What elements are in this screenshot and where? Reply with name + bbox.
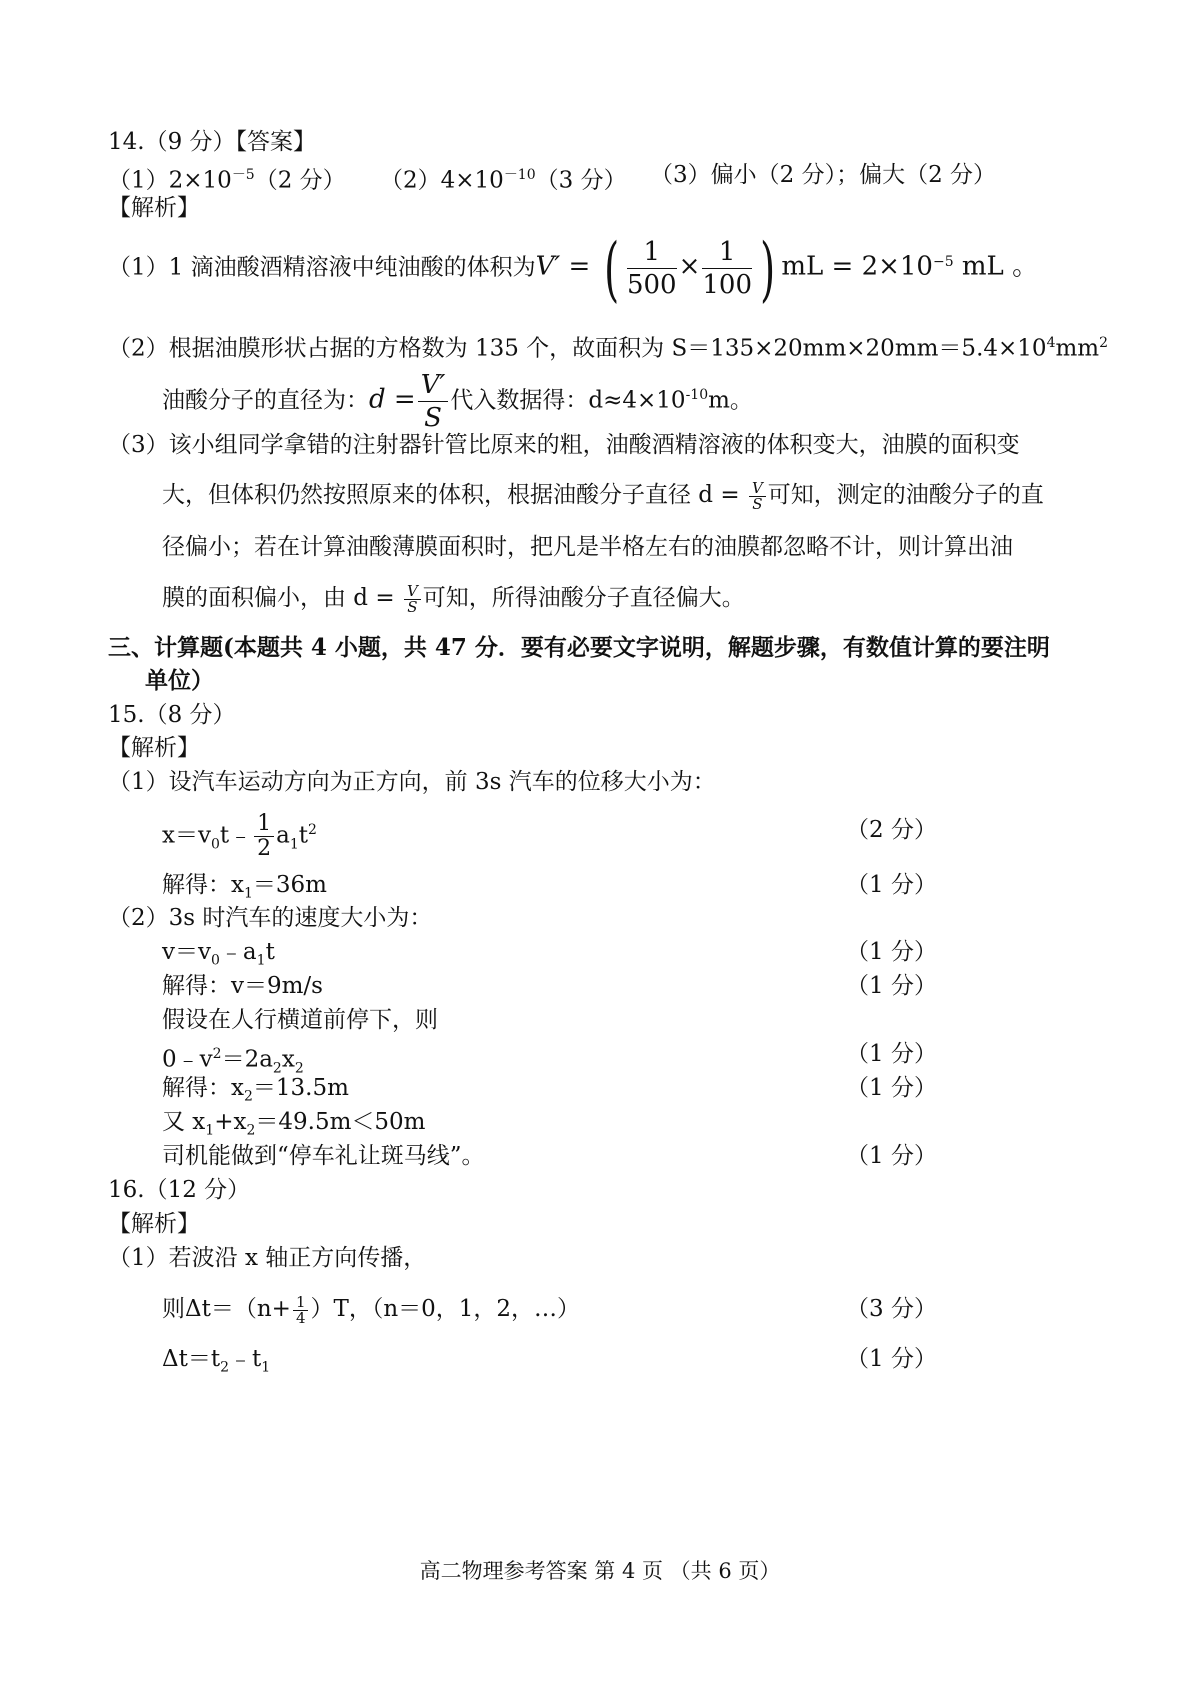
q15-equation-5: 假设在人行横道前停下，则 xyxy=(162,1007,438,1033)
q15-equation-6: $0﹣v^2=2a_2x_2$ xyxy=(162,1046,304,1077)
q15-score-7: （1 分） xyxy=(846,1075,937,1101)
q15-equation-1: $x=v_0t﹣$ $\frac{1}{2}$ $a_1t^2$ xyxy=(162,811,317,862)
q14-analysis-3-line2: 大，但体积仍然按照原来的体积，根据油酸分子直径 d = $\frac{V}{S}$ 可知，测定的油酸分子的直 xyxy=(162,478,1044,513)
q16-header: 16.（12 分） xyxy=(108,1177,251,1203)
q14-analysis-3-line4: 膜的面积偏小，由 d = $\frac{V}{S}$ 可知，所得油酸分子直径偏大。 xyxy=(162,581,745,616)
q16-analysis-label: 【解析】 xyxy=(108,1211,200,1237)
q14-analysis-2-line2: 油酸分子的直径为：d = $\frac{V'}{S}$ 代入数据得：$d\approx 4\times 10^{-10}m$。 xyxy=(162,370,753,434)
q15-score-6: （1 分） xyxy=(846,1041,937,1067)
q14-analysis-3-line3: 径偏小；若在计算油酸薄膜面积时，把凡是半格左右的油膜都忽略不计，则计算出油 xyxy=(162,534,1013,560)
q16-equation-1: 则Δt＝（n+ $\frac{1}{4}$ ）T，（n＝0，1，2，…） xyxy=(162,1292,581,1327)
q16-step-1: （1）若波沿 x 轴正方向传播， xyxy=(108,1245,427,1271)
q14-answer-2: $(2)4\times 10^{-10}(3$ 分） xyxy=(380,167,627,194)
q15-score-9: （1 分） xyxy=(846,1143,937,1169)
q14-analysis-2-line1: （2）根据油膜形状占据的方格数为 135 个，故面积为 $S=135\times 20mm\times 20mm=5.4\times 10^4mm^2$ xyxy=(108,335,1109,362)
q14-answer-1: $(1)2\times 10^{-5}(2$ 分） xyxy=(108,167,346,194)
q16-score-1: （3 分） xyxy=(846,1296,937,1322)
q15-header: 15.（8 分） xyxy=(108,702,236,728)
q15-equation-7: 解得：$x_2=13.5m$ xyxy=(162,1075,349,1105)
q14-analysis-label: 【解析】 xyxy=(108,195,200,221)
q15-equation-2: 解得：$x_1=36m$ xyxy=(162,872,327,902)
section3-heading: 三、计算题(本题共 4 小题，共 47 分．要有必要文字说明，解题步骤，有数值计算的要注明 xyxy=(108,634,1050,661)
q15-score-3: （1 分） xyxy=(846,939,937,965)
q15-score-1: （2 分） xyxy=(846,817,937,843)
q15-equation-3: $v=v_0﹣a_1t$ xyxy=(162,939,275,969)
page-footer: 高二物理参考答案 第 4 页 （共 6 页） xyxy=(419,1559,781,1583)
q15-analysis-label: 【解析】 xyxy=(108,735,200,761)
q16-score-2: （1 分） xyxy=(846,1346,937,1372)
q15-equation-8: 又 $x_1+x_2=49.5m<50m$ xyxy=(162,1109,426,1139)
q15-score-2: （1 分） xyxy=(846,872,937,898)
q15-step-1: （1）设汽车运动方向为正方向，前 3s 汽车的位移大小为： xyxy=(108,769,716,795)
q14-answer-3: （3）偏小（2 分）；偏大（2 分） xyxy=(650,162,997,188)
section3-heading-cont: 单位） xyxy=(145,667,214,694)
q14-analysis-3-line1: （3）该小组同学拿错的注射器针管比原来的粗，油酸酒精溶液的体积变大，油膜的面积变 xyxy=(108,432,1020,458)
q16-equation-2: $\Delta t=t_2﹣t_1$ xyxy=(162,1346,271,1376)
q15-step-2: （2）3s 时汽车的速度大小为： xyxy=(108,905,433,931)
q15-equation-9: 司机能做到“停车礼让斑马线”。 xyxy=(162,1143,485,1169)
q14-header: 14.（9 分）【答案】 xyxy=(108,129,317,155)
q14-analysis-1: （1）1 滴油酸酒精溶液中纯油酸的体积为V′ = ( $\frac{1}{500}$ × $\frac{1}{100}$ ) mL = $2\times 10^{-5}$ mL 。 xyxy=(108,227,1039,310)
q15-equation-4: 解得：v＝9m/s xyxy=(162,973,323,999)
q15-score-4: （1 分） xyxy=(846,973,937,999)
